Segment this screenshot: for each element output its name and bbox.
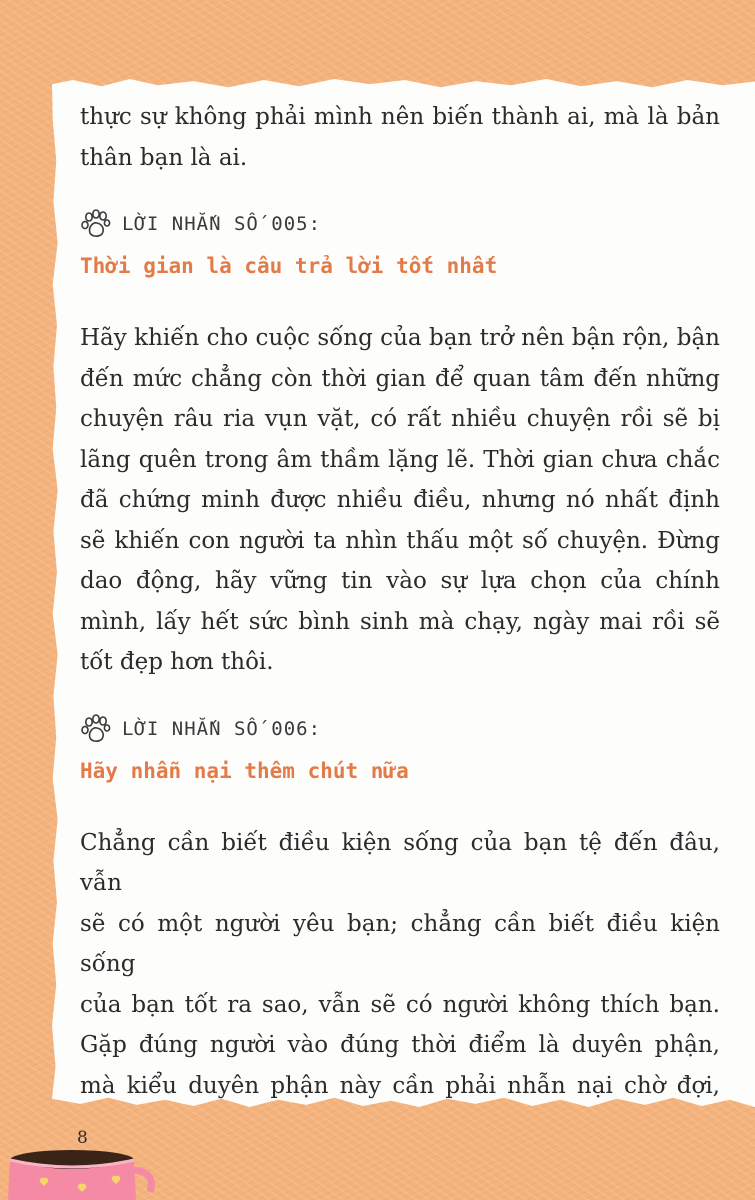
intro-paragraph (80, 97, 720, 178)
page-number: 8 (77, 1128, 88, 1148)
text-line: Chẳng cần biết điều kiện sống của bạn tệ đến đâu, vẫn (80, 829, 720, 896)
text-line: sẽ khiến con người ta nhìn thấu một số chuyện. Đừng (80, 527, 720, 554)
message-title-006: Hãy nhẫn nại thêm chút nữa (80, 758, 409, 783)
message-title-005: Thời gian là câu trả lời tốt nhất (80, 254, 498, 278)
mug-icon (0, 1148, 160, 1200)
paw-print-icon (80, 714, 114, 744)
text-line: dao động, hãy vững tin vào sự lựa chọn của chính (80, 568, 720, 594)
message-body-005 (80, 318, 720, 683)
text-line: sẽ có một người yêu bạn; chẳng cần biết điều kiện sống (80, 910, 720, 977)
text-line: đã chứng minh được nhiều điều, nhưng nó nhất định (80, 487, 720, 513)
text-line: thực sự không phải mình nên biến thành ai, mà là bản (80, 104, 720, 130)
text-line: Hãy khiến cho cuộc sống của bạn trở nên bận rộn, bận (80, 325, 720, 351)
text-line: lãng quên trong âm thầm lặng lẽ. Thời gian chưa chắc (80, 446, 720, 473)
text-line: chuyện râu ria vụn vặt, có rất nhiều chuyện rồi sẽ bị (80, 406, 720, 432)
text-line: tốt đẹp hơn thôi. (80, 649, 274, 675)
text-line: mà kiểu duyên phận này cần phải nhẫn nại chờ đợi, (80, 1072, 720, 1099)
paw-print-icon (80, 209, 114, 239)
message-body-006 (80, 823, 720, 1107)
message-heading-006 (80, 711, 720, 747)
text-line: thân bạn là ai. (80, 144, 248, 171)
message-heading-005 (80, 206, 720, 242)
page-content (80, 97, 720, 1106)
text-line: Gặp đúng người vào đúng thời điểm là duyên phận, (80, 1032, 720, 1058)
message-heading-text: LỜI NHẮN SỐ 005: (122, 213, 322, 235)
message-heading-text: LỜI NHẮN SỐ 006: (122, 717, 322, 740)
text-line: đến mức chẳng còn thời gian để quan tâm đến những (80, 365, 720, 392)
text-line: mình, lấy hết sức bình sinh mà chạy, ngày mai rồi sẽ (80, 608, 720, 635)
text-line: của bạn tốt ra sao, vẫn sẽ có người không thích bạn. (80, 991, 720, 1018)
